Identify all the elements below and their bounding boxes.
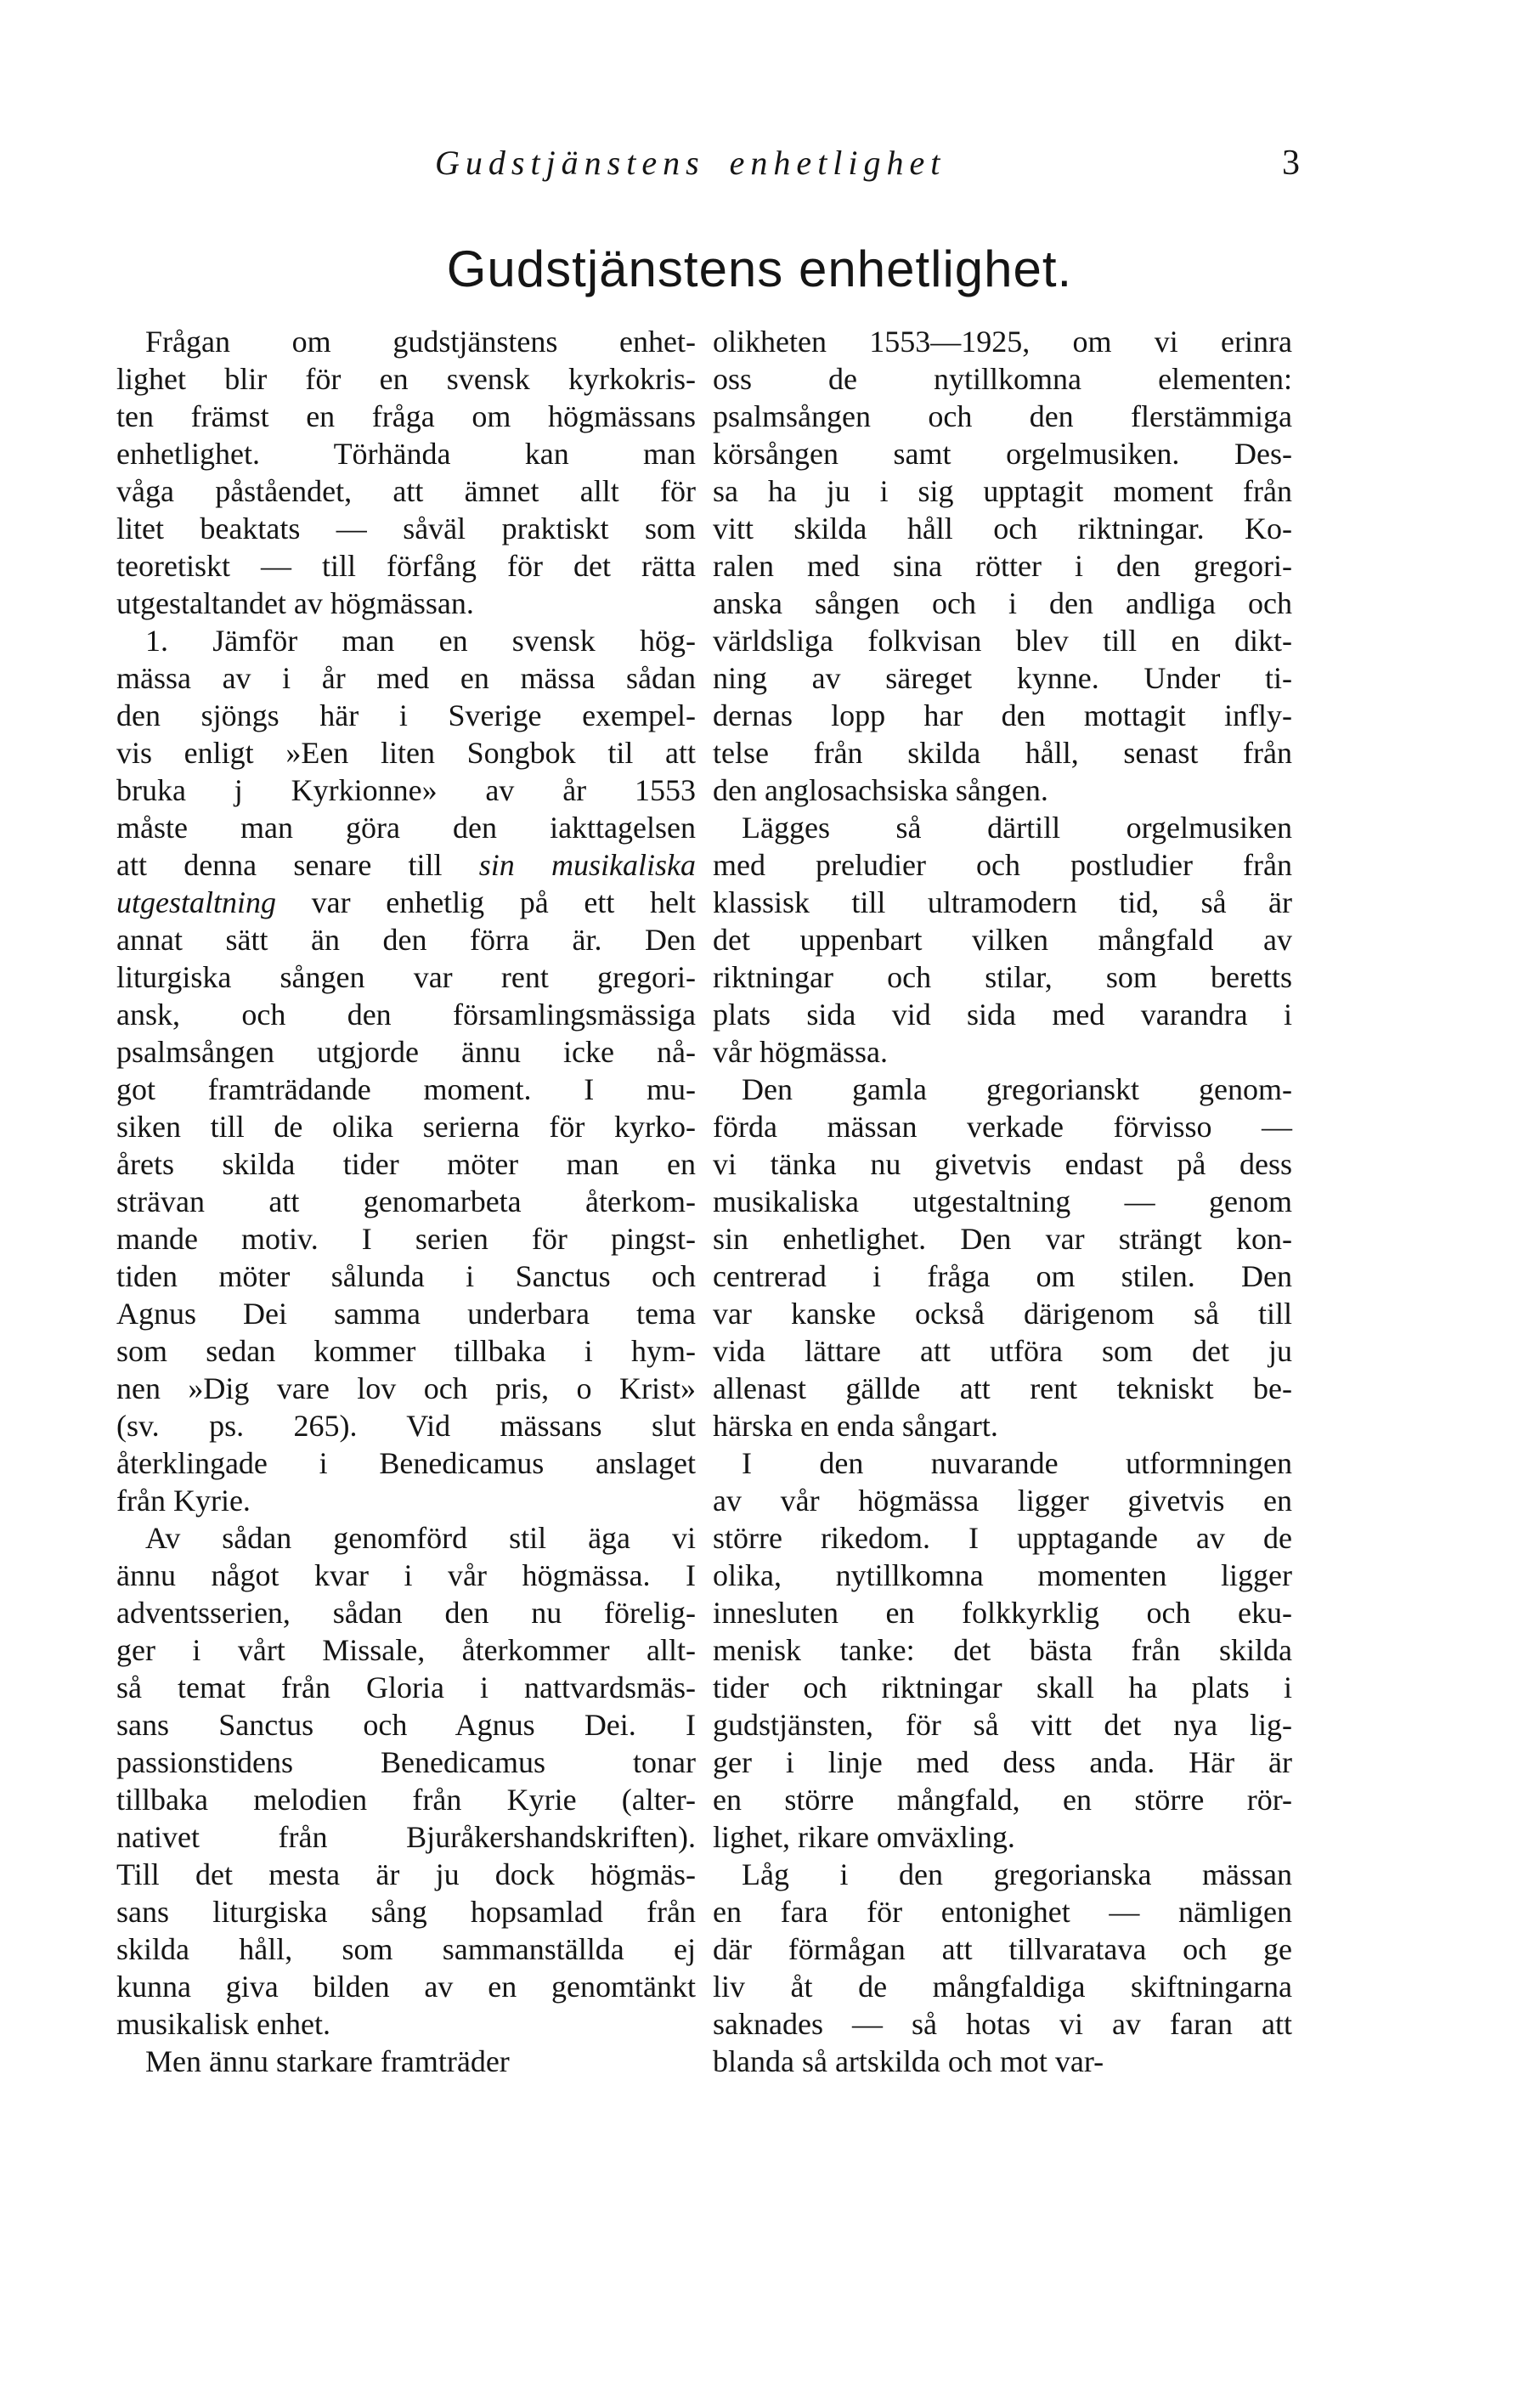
left-column-line: mässa av i år med en mässa sådan: [116, 661, 696, 695]
left-column-line: (sv. ps. 265). Vid mässans slut: [116, 1409, 696, 1443]
right-column-line: menisk tanke: det bästa från skilda: [713, 1633, 1292, 1667]
left-column-line: återklingade i Benedicamus anslaget: [116, 1446, 696, 1480]
right-column-line: ning av säreget kynne. Under ti-: [713, 661, 1292, 695]
right-column-line: sa ha ju i sig upptagit moment från: [713, 474, 1292, 508]
left-column-line: got framträdande moment. I mu-: [116, 1072, 696, 1106]
line-text: var enhetlig på ett helt: [276, 885, 696, 919]
right-column-line: Den gamla gregorianskt genom-: [742, 1072, 1292, 1106]
left-column-line: siken till de olika serierna för kyrko-: [116, 1110, 696, 1144]
right-column-line: körsången samt orgelmusiken. Des-: [713, 437, 1292, 471]
right-column-line: riktningar och stilar, som beretts: [713, 960, 1292, 994]
left-column-line: våga påståendet, att ämnet allt för: [116, 474, 696, 508]
italic-phrase: utgestaltning: [116, 885, 276, 919]
left-column-line: ansk, och den församlingsmässiga: [116, 998, 696, 1032]
right-column-line: vår högmässa.: [713, 1035, 888, 1069]
right-column-line: vida lättare att utföra som det ju: [713, 1334, 1292, 1368]
left-column-line: sans Sanctus och Agnus Dei. I: [116, 1708, 696, 1742]
right-column-line: ralen med sina rötter i den gregori-: [713, 549, 1292, 583]
left-column-line: så temat från Gloria i nattvardsmäs-: [116, 1670, 696, 1704]
left-column-line: från Kyrie.: [116, 1484, 251, 1518]
right-column-line: vi tänka nu givetvis endast på dess: [713, 1147, 1292, 1181]
left-column-line: Men ännu starkare framträder: [145, 2044, 510, 2078]
right-column-line: ger i linje med dess anda. Här är: [713, 1745, 1292, 1779]
left-column-line: måste man göra den iakttagelsen: [116, 811, 696, 845]
right-column-line: lighet, rikare omväxling.: [713, 1820, 1015, 1854]
right-column-line: psalmsången och den flerstämmiga: [713, 399, 1292, 433]
left-column: [116, 323, 696, 2080]
right-column-line: oss de nytillkomna elementen:: [713, 362, 1292, 396]
right-column-line: telse från skilda håll, senast från: [713, 736, 1292, 770]
left-column-line: [116, 884, 696, 921]
left-column-line: mande motiv. I serien för pingst-: [116, 1222, 696, 1256]
right-column-line: tider och riktningar skall ha plats i: [713, 1670, 1292, 1704]
left-column-line: 1. Jämför man en svensk hög-: [145, 624, 696, 658]
right-column-line: centrerad i fråga om stilen. Den: [713, 1259, 1292, 1293]
page-number: 3: [1282, 144, 1300, 183]
left-column-line: teoretiskt — till förfång för det rätta: [116, 549, 696, 583]
chapter-title: Gudstjänstens enhetlighet.: [446, 240, 1073, 297]
left-column-line: årets skilda tider möter man en: [116, 1147, 696, 1181]
left-column-line: tiden möter sålunda i Sanctus och: [116, 1259, 696, 1293]
running-title: Gudstjänstens enhetlighet: [435, 144, 946, 182]
right-column-line: Lägges så därtill orgelmusiken: [742, 811, 1292, 845]
left-column-line: nen »Dig vare lov och pris, o Krist»: [116, 1371, 696, 1405]
left-column-line: skilda håll, som sammanställda ej: [116, 1932, 696, 1966]
left-column-line: enhetlighet. Törhända kan man: [116, 437, 696, 471]
left-column-line: ger i vårt Missale, återkommer allt-: [116, 1633, 696, 1667]
right-column-line: sin enhetlighet. Den var strängt kon-: [713, 1222, 1292, 1256]
left-column-line: kunna giva bilden av en genomtänkt: [116, 1970, 696, 2004]
left-column-line: nativet från Bjuråkershandskriften).: [116, 1820, 696, 1854]
left-column-line: ten främst en fråga om högmässans: [116, 399, 696, 433]
left-column-line: psalmsången utgjorde ännu icke nå-: [116, 1035, 696, 1069]
right-column-line: en fara för entonighet — nämligen: [713, 1895, 1292, 1929]
left-column-line: adventsserien, sådan den nu förelig-: [116, 1596, 696, 1630]
right-column-line: gudstjänsten, för så vitt det nya lig-: [713, 1708, 1292, 1742]
left-column-line: utgestaltandet av högmässan.: [116, 586, 474, 620]
left-column-line: passionstidens Benedicamus tonar: [116, 1745, 696, 1779]
left-column-line: sans liturgiska sång hopsamlad från: [116, 1895, 696, 1929]
right-column-line: dernas lopp har den mottagit infly-: [713, 698, 1292, 732]
right-column-line: saknades — så hotas vi av faran att: [713, 2007, 1292, 2041]
running-head: [110, 143, 1300, 194]
left-column-line: strävan att genomarbeta återkom-: [116, 1184, 696, 1218]
right-column-line: härska en enda sångart.: [713, 1409, 998, 1443]
left-column-line: musikalisk enhet.: [116, 2007, 330, 2041]
right-column-line: blanda så artskilda och mot var-: [713, 2044, 1104, 2078]
right-column-line: större rikedom. I upptagande av de: [713, 1521, 1292, 1555]
left-column-line: annat sätt än den förra är. Den: [116, 923, 696, 957]
right-column: [713, 323, 1292, 2080]
left-column-line: den sjöngs här i Sverige exempel-: [116, 698, 696, 732]
left-column-line: vis enligt »Een liten Songbok til att: [116, 736, 696, 770]
left-column-line: Till det mesta är ju dock högmäs-: [116, 1857, 696, 1891]
left-column-line: Agnus Dei samma underbara tema: [116, 1297, 696, 1331]
right-column-line: där förmågan att tillvaratava och ge: [713, 1932, 1292, 1966]
right-column-line: allenast gällde att rent tekniskt be-: [713, 1371, 1292, 1405]
right-column-line: plats sida vid sida med varandra i: [713, 998, 1292, 1032]
right-column-line: olikheten 1553—1925, om vi erinra: [713, 325, 1292, 359]
left-column-line: tillbaka melodien från Kyrie (alter-: [116, 1783, 696, 1817]
right-column-line: anska sången och i den andliga och: [713, 586, 1292, 620]
right-column-line: med preludier och postludier från: [713, 848, 1292, 882]
right-column-line: var kanske också därigenom så till: [713, 1297, 1292, 1331]
right-column-line: världsliga folkvisan blev till en dikt-: [713, 624, 1292, 658]
left-column-line: Frågan om gudstjänstens enhet-: [145, 325, 696, 359]
left-column-line: [116, 846, 696, 884]
right-column-line: Låg i den gregorianska mässan: [742, 1857, 1292, 1891]
right-column-line: liv åt de mångfaldiga skiftningarna: [713, 1970, 1292, 2004]
right-column-line: av vår högmässa ligger givetvis en: [713, 1484, 1292, 1518]
right-column-line: en större mångfald, en större rör-: [713, 1783, 1292, 1817]
line-text: att denna senare till: [116, 848, 479, 882]
right-column-line: den anglosachsiska sången.: [713, 773, 1048, 807]
right-column-line: musikaliska utgestaltning — genom: [713, 1184, 1292, 1218]
right-column-line: innesluten en folkkyrklig och eku-: [713, 1596, 1292, 1630]
left-column-line: lighet blir för en svensk kyrkokris-: [116, 362, 696, 396]
right-column-line: förda mässan verkade förvisso —: [713, 1110, 1292, 1144]
left-column-line: liturgiska sången var rent gregori-: [116, 960, 696, 994]
right-column-line: vitt skilda håll och riktningar. Ko-: [713, 512, 1292, 545]
right-column-line: det uppenbart vilken mångfald av: [713, 923, 1292, 957]
left-column-line: litet beaktats — såväl praktiskt som: [116, 512, 696, 545]
right-column-line: olika, nytillkomna momenten ligger: [713, 1558, 1292, 1592]
italic-phrase: sin musikaliska: [478, 848, 696, 882]
right-column-line: klassisk till ultramodern tid, så är: [713, 885, 1292, 919]
right-column-line: I den nuvarande utformningen: [742, 1446, 1292, 1480]
left-column-line: ännu något kvar i vår högmässa. I: [116, 1558, 696, 1592]
left-column-line: som sedan kommer tillbaka i hym-: [116, 1334, 696, 1368]
left-column-line: Av sådan genomförd stil äga vi: [145, 1521, 696, 1555]
left-column-line: bruka j Kyrkionne» av år 1553: [116, 773, 696, 807]
